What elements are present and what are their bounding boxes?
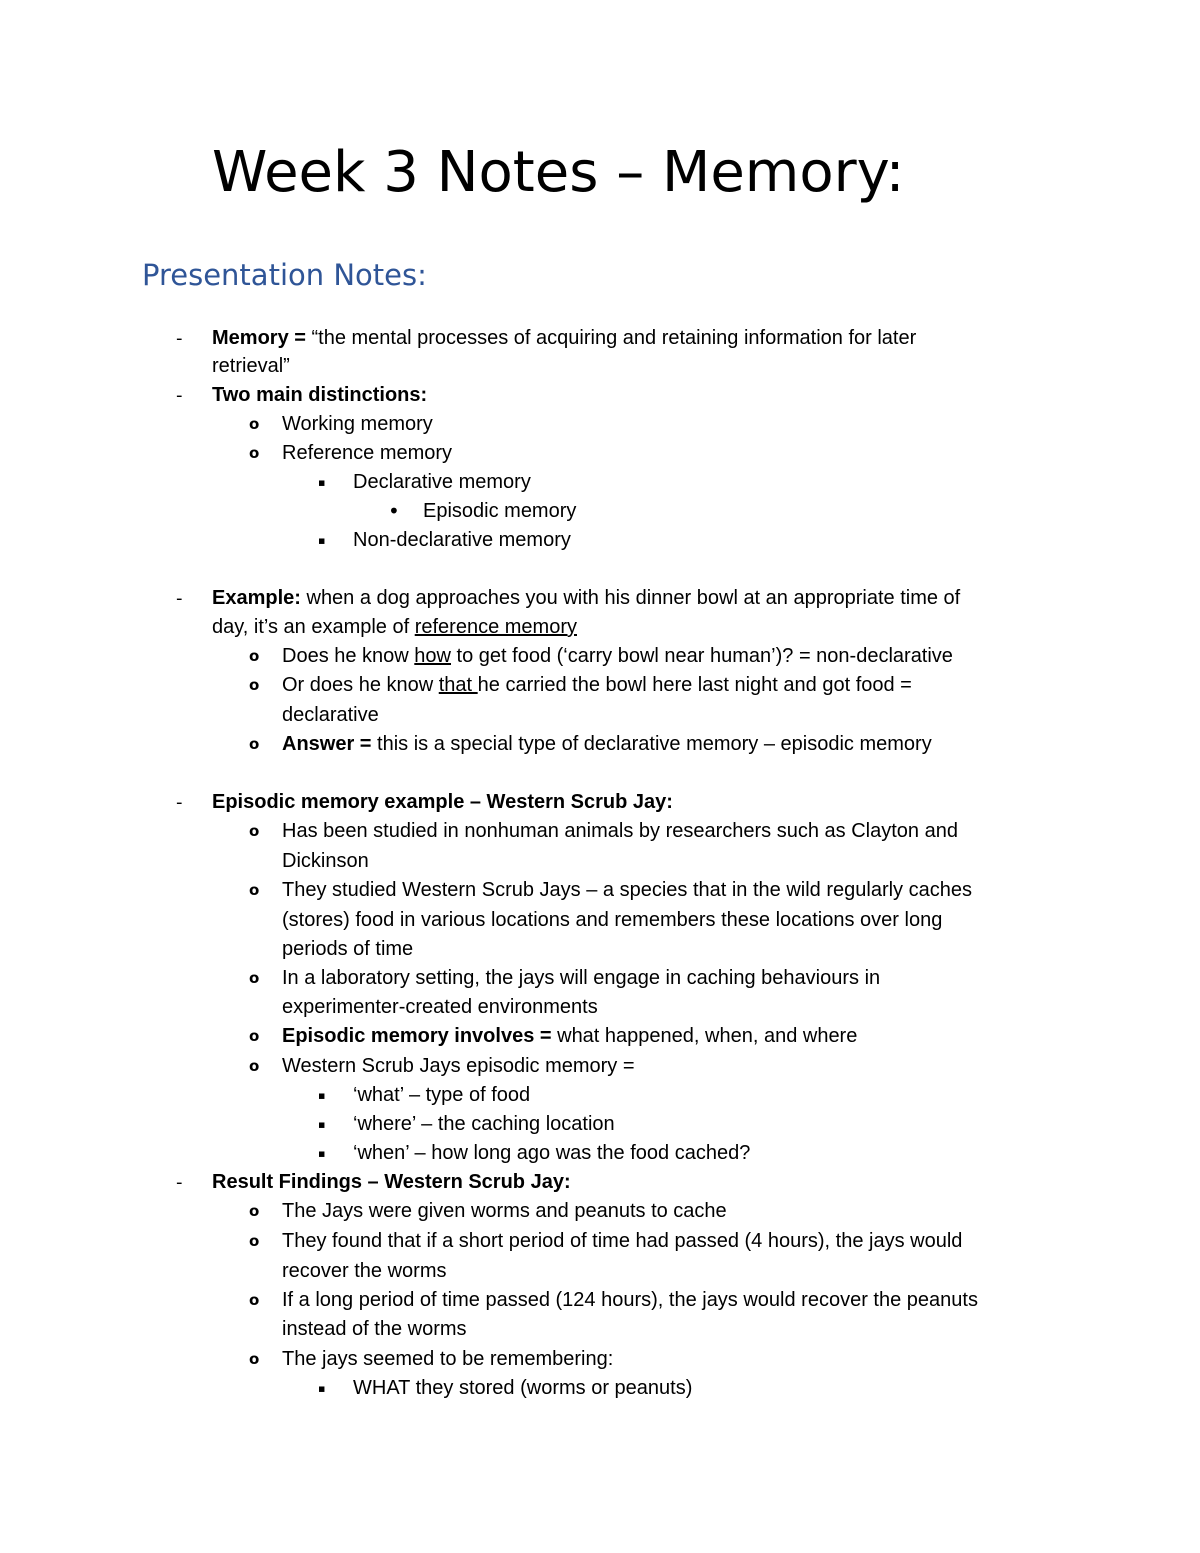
dash-bullet: -	[176, 588, 183, 609]
circle-bullet: o	[249, 822, 260, 840]
square-bullet: ▪	[318, 1118, 326, 1131]
list-item-continuation: experimenter-created environments	[282, 996, 598, 1018]
list-item: The jays seemed to be remembering:	[282, 1348, 614, 1370]
circle-bullet: o	[249, 676, 260, 694]
list-item: If a long period of time passed (124 hours), the jays would recover the peanuts	[282, 1289, 978, 1311]
list-item: Does he know how to get food (‘carry bowl near human’)? = non-declarative	[282, 645, 953, 667]
list-item-continuation: day, it’s an example of reference memory	[212, 616, 577, 638]
dash-bullet: -	[176, 328, 183, 349]
list-item-continuation: Dickinson	[282, 850, 369, 872]
list-item-continuation: declarative	[282, 704, 379, 726]
list-item-continuation: (stores) food in various locations and remembers these locations over long	[282, 909, 943, 931]
section-heading: Presentation Notes:	[142, 258, 427, 292]
list-item: ‘where’ – the caching location	[353, 1113, 615, 1135]
dot-bullet: •	[388, 499, 400, 523]
list-item: WHAT they stored (worms or peanuts)	[353, 1377, 693, 1399]
circle-bullet: o	[249, 444, 260, 462]
list-item: Two main distinctions:	[212, 384, 428, 406]
list-item: Working memory	[282, 413, 433, 435]
list-item: Declarative memory	[353, 471, 531, 493]
list-item: In a laboratory setting, the jays will engage in caching behaviours in	[282, 967, 881, 989]
list-item: Non-declarative memory	[353, 529, 571, 551]
list-item: Result Findings – Western Scrub Jay:	[212, 1171, 571, 1193]
list-item-continuation: instead of the worms	[282, 1318, 467, 1340]
circle-bullet: o	[249, 1350, 260, 1368]
list-item: Or does he know that he carried the bowl here last night and got food =	[282, 674, 912, 696]
list-item: ‘what’ – type of food	[353, 1084, 531, 1106]
list-item: ‘when’ – how long ago was the food cached?	[353, 1142, 751, 1164]
circle-bullet: o	[249, 735, 260, 753]
circle-bullet: o	[249, 1232, 260, 1250]
list-item-continuation: periods of time	[282, 938, 414, 960]
square-bullet: ▪	[318, 1382, 326, 1395]
circle-bullet: o	[249, 1027, 260, 1045]
dash-bullet: -	[176, 1172, 183, 1193]
list-item: Episodic memory	[423, 500, 577, 522]
circle-bullet: o	[249, 969, 260, 987]
square-bullet: ▪	[318, 1147, 326, 1160]
circle-bullet: o	[249, 881, 260, 899]
list-item: Episodic memory involves = what happened, when, and where	[282, 1025, 858, 1047]
square-bullet: ▪	[318, 534, 326, 547]
list-item: Answer = this is a special type of declarative memory – episodic memory	[282, 733, 932, 755]
page-title: Week 3 Notes – Memory:	[212, 140, 905, 205]
list-item: Example: when a dog approaches you with his dinner bowl at an appropriate time of	[212, 587, 961, 609]
list-item: They found that if a short period of time had passed (4 hours), the jays would	[282, 1230, 963, 1252]
dash-bullet: -	[176, 385, 183, 406]
list-item: Episodic memory example – Western Scrub Jay:	[212, 791, 673, 813]
list-item: They studied Western Scrub Jays – a species that in the wild regularly caches	[282, 879, 972, 901]
dash-bullet: -	[176, 792, 183, 813]
circle-bullet: o	[249, 1202, 260, 1220]
list-item: The Jays were given worms and peanuts to cache	[282, 1200, 727, 1222]
circle-bullet: o	[249, 1057, 260, 1075]
circle-bullet: o	[249, 1291, 260, 1309]
list-item: Reference memory	[282, 442, 453, 464]
list-item-continuation: retrieval”	[212, 355, 290, 377]
square-bullet: ▪	[318, 1089, 326, 1102]
list-item: Memory = “the mental processes of acquiring and retaining information for later	[212, 327, 917, 349]
square-bullet: ▪	[318, 476, 326, 489]
list-item: Has been studied in nonhuman animals by researchers such as Clayton and	[282, 820, 958, 842]
circle-bullet: o	[249, 415, 260, 433]
list-item: Western Scrub Jays episodic memory =	[282, 1055, 635, 1077]
circle-bullet: o	[249, 647, 260, 665]
list-item-continuation: recover the worms	[282, 1260, 447, 1282]
